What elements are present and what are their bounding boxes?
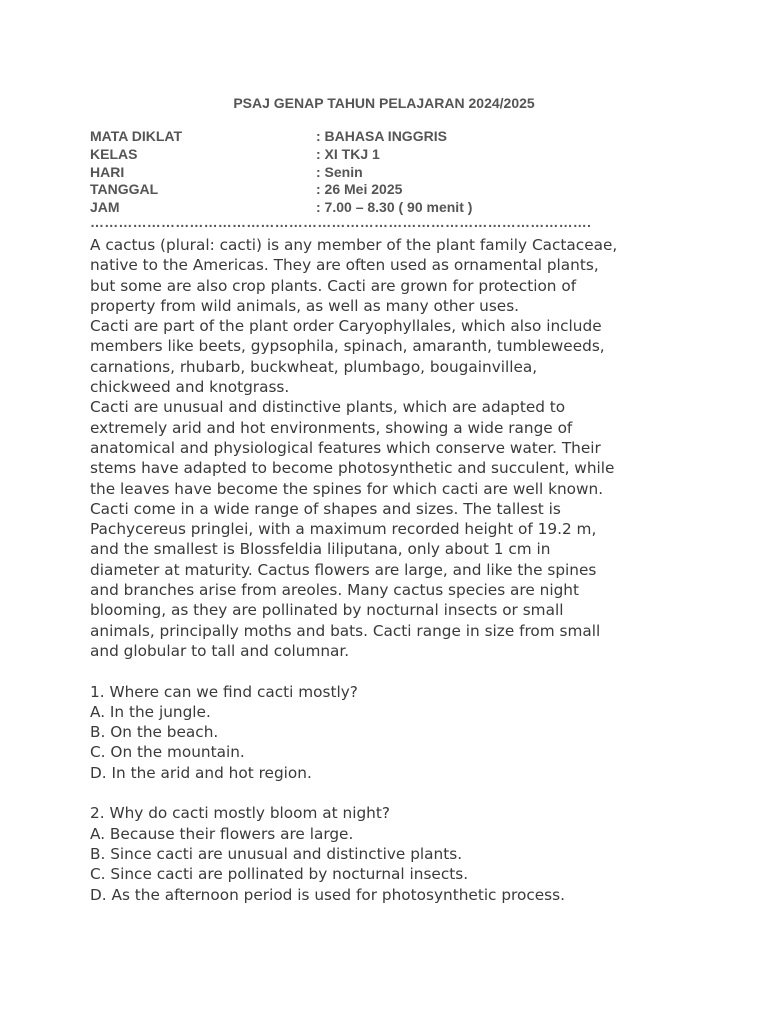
passage-line: carnations, rhubarb, buckwheat, plumbago, bougainvillea, (90, 357, 538, 376)
answer-option: B. Since cacti are unusual and distinctive plants. (90, 844, 463, 863)
reading-passage (90, 235, 688, 661)
info-value: : 7.00 – 8.30 ( 90 menit ) (316, 199, 473, 216)
passage-line: extremely arid and hot environments, showing a wide range of (90, 418, 573, 437)
passage-line: and the smallest is Blossfeldia liliputana, only about 1 cm in (90, 540, 551, 559)
passage-line: animals, principally moths and bats. Cacti range in size from small (90, 621, 601, 640)
answer-option: D. As the afternoon period is used for photosynthetic process. (90, 885, 565, 904)
info-row-class (90, 146, 690, 164)
info-label: JAM (90, 199, 120, 216)
passage-line: but some are also crop plants. Cacti are grown for protection of (90, 276, 577, 295)
question-text: 1. Where can we find cacti mostly? (90, 682, 358, 701)
question-text: 2. Why do cacti mostly bloom at night? (90, 804, 390, 823)
question-2 (90, 803, 688, 904)
passage-line: members like beets, gypsophila, spinach, amaranth, tumbleweeds, (90, 337, 605, 356)
answer-option: A. Because their flowers are large. (90, 824, 354, 843)
info-label: KELAS (90, 145, 138, 162)
passage-line: property from wild animals, as well as many other uses. (90, 296, 520, 315)
passage-line: anatomical and physiological features which conserve water. Their (90, 438, 601, 457)
dotted-separator: ……………………………………………………………………………………………. (90, 214, 592, 230)
question-1 (90, 682, 688, 783)
info-row-date (90, 181, 690, 199)
info-row-day (90, 164, 690, 182)
passage-line: the leaves have become the spines for which cacti are well known. (90, 479, 604, 498)
answer-option: C. Since cacti are pollinated by nocturnal insects. (90, 865, 469, 884)
info-value: : XI TKJ 1 (316, 145, 380, 162)
passage-line: diameter at maturity. Cactus flowers are large, and like the spines (90, 560, 597, 579)
spacer (90, 783, 688, 803)
info-label: HARI (90, 163, 125, 180)
passage-line: A cactus (plural: cacti) is any member of the plant family Cactaceae, (90, 236, 618, 254)
passage-line: Cacti are part of the plant order Caryophyllales, which also include (90, 317, 602, 336)
answer-option: C. On the mountain. (90, 743, 245, 762)
page-title: PSAJ GENAP TAHUN PELAJARAN 2024/2025 (233, 95, 535, 111)
info-value: : BAHASA INGGRIS (316, 128, 447, 144)
info-value: : 26 Mei 2025 (316, 181, 403, 198)
answer-option: B. On the beach. (90, 723, 219, 742)
answer-option: A. In the jungle. (90, 702, 211, 721)
exam-info (90, 128, 690, 217)
document-body (90, 235, 688, 905)
passage-line: stems have adapted to become photosynthetic and succulent, while (90, 459, 615, 478)
passage-line: and globular to tall and columnar. (90, 641, 350, 660)
info-row-subject (90, 128, 690, 146)
info-label: MATA DIKLAT (90, 128, 183, 144)
passage-line: native to the Americas. They are often used as ornamental plants, (90, 256, 599, 275)
info-value: : Senin (316, 163, 363, 180)
passage-line: and branches arise from areoles. Many cactus species are night (90, 581, 579, 600)
passage-line: Cacti are unusual and distinctive plants, which are adapted to (90, 398, 566, 417)
passage-line: blooming, as they are pollinated by nocturnal insects or small (90, 601, 564, 620)
info-label: TANGGAL (90, 181, 159, 198)
passage-line: Cacti come in a wide range of shapes and sizes. The tallest is (90, 499, 561, 518)
answer-option: D. In the arid and hot region. (90, 763, 312, 782)
passage-line: Pachycereus pringlei, with a maximum recorded height of 19.2 m, (90, 520, 597, 539)
spacer (90, 661, 688, 681)
passage-line: chickweed and knotgrass. (90, 378, 290, 397)
